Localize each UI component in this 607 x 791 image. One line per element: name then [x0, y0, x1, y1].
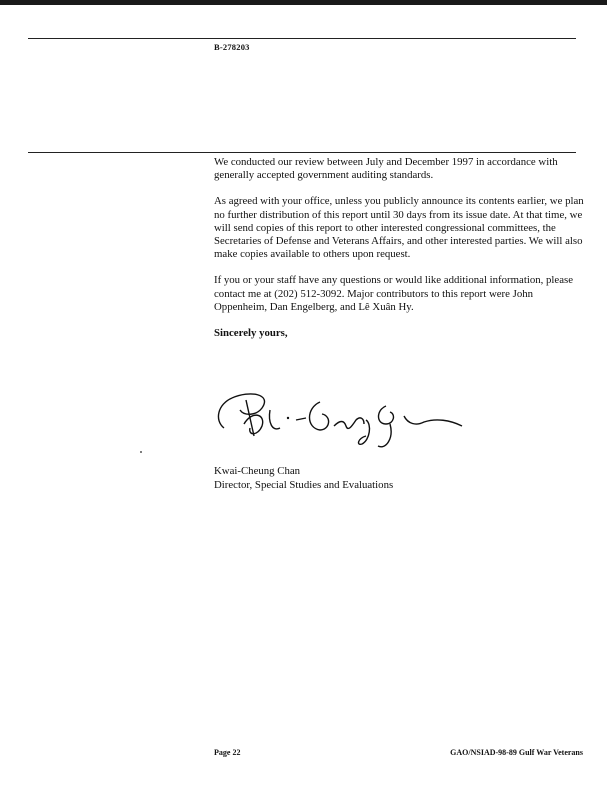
paragraph-review: We conducted our review between July and December 1997 in accordance with generally accepted government auditing standards. — [214, 156, 558, 182]
scan-top-edge — [0, 0, 607, 5]
paragraph-distribution: As agreed with your office, unless you publicly announce its contents earlier, we plan no further distribution of this report until 30 days from its issue date. At that time, we will send copies of this report to other interested congressional committees, the Secretaries of Defense and Veterans Affairs, and other interested parties. We will also make copies available to others upon request. — [214, 195, 584, 261]
document-code: B-278203 — [214, 42, 250, 52]
signer-title: Director, Special Studies and Evaluations — [214, 479, 394, 491]
header-rule — [28, 38, 576, 39]
paragraph-contact: If you or your staff have any questions or would like additional information, please contact me at (202) 512-3092. Major contributors to this report were John Oppenheim, Dan Engelberg, and Lê Xuân Hy. — [214, 274, 574, 313]
handwritten-signature — [210, 380, 470, 460]
page-number: Page 22 — [214, 748, 241, 757]
scan-speck — [140, 451, 142, 453]
letter-body — [214, 156, 586, 340]
closing-salutation: Sincerely yours, — [214, 327, 288, 340]
report-id: GAO/NSIAD-98-89 Gulf War Veterans — [450, 748, 583, 757]
section-rule — [28, 152, 576, 153]
signer-name: Kwai-Cheung Chan — [214, 465, 301, 477]
signer-block — [214, 464, 393, 492]
